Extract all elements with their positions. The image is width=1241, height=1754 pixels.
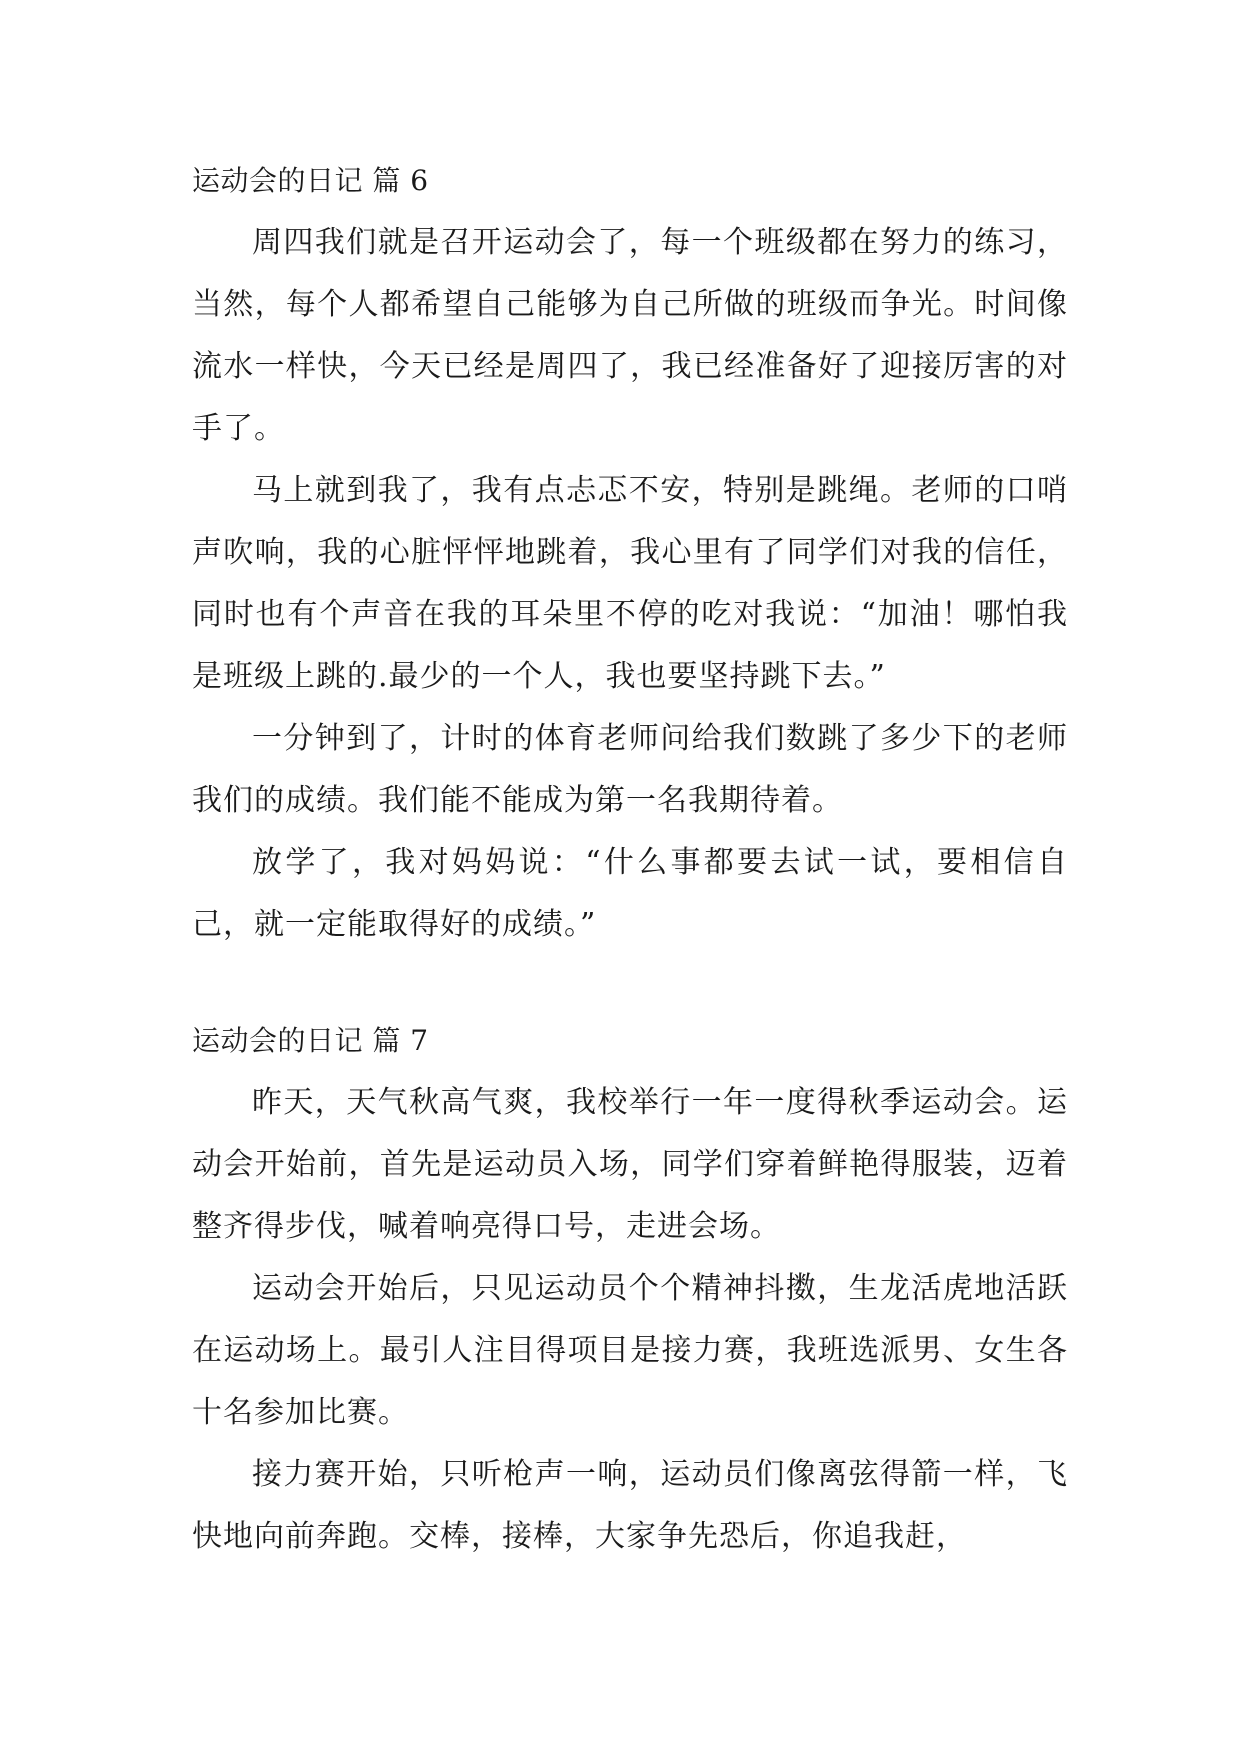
- paragraph: 马上就到我了，我有点忐忑不安，特别是跳绳。老师的口哨声吹响，我的心脏怦怦地跳着，我心里有了同学们对我的信任，同时也有个声音在我的耳朵里不停的吃对我说：“加油！哪怕我是班级上跳的.最少的一个人，我也要坚持跳下去。”: [192, 473, 1068, 694]
- paragraph: 一分钟到了，计时的体育老师问给我们数跳了多少下的老师我们的成绩。我们能不能成为第一名我期待着。: [192, 721, 1068, 818]
- diary-section-7: [192, 1010, 1068, 1568]
- diary-section-6: [192, 150, 1068, 956]
- paragraph: 放学了，我对妈妈说：“什么事都要去试一试，要相信自己，就一定能取得好的成绩。”: [192, 845, 1068, 942]
- section-heading: 运动会的日记 篇 7: [192, 1024, 429, 1057]
- paragraph: 昨天，天气秋高气爽，我校举行一年一度得秋季运动会。运动会开始前，首先是运动员入场，同学们穿着鲜艳得服装，迈着整齐得步伐，喊着响亮得口号，走进会场。: [192, 1085, 1068, 1244]
- paragraph: 接力赛开始，只听枪声一响，运动员们像离弦得箭一样，飞快地向前奔跑。交棒，接棒，大家争先恐后，你追我赶，: [192, 1457, 1068, 1554]
- paragraph: 运动会开始后，只见运动员个个精神抖擞，生龙活虎地活跃在运动场上。最引人注目得项目是接力赛，我班选派男、女生各十名参加比赛。: [192, 1271, 1068, 1430]
- section-spacer: [192, 956, 1068, 1010]
- document-body: [192, 150, 1068, 1568]
- section-heading: 运动会的日记 篇 6: [192, 164, 429, 197]
- paragraph: 周四我们就是召开运动会了，每一个班级都在努力的练习，当然，每个人都希望自己能够为自己所做的班级而争光。时间像流水一样快，今天已经是周四了，我已经准备好了迎接厉害的对手了。: [192, 225, 1068, 446]
